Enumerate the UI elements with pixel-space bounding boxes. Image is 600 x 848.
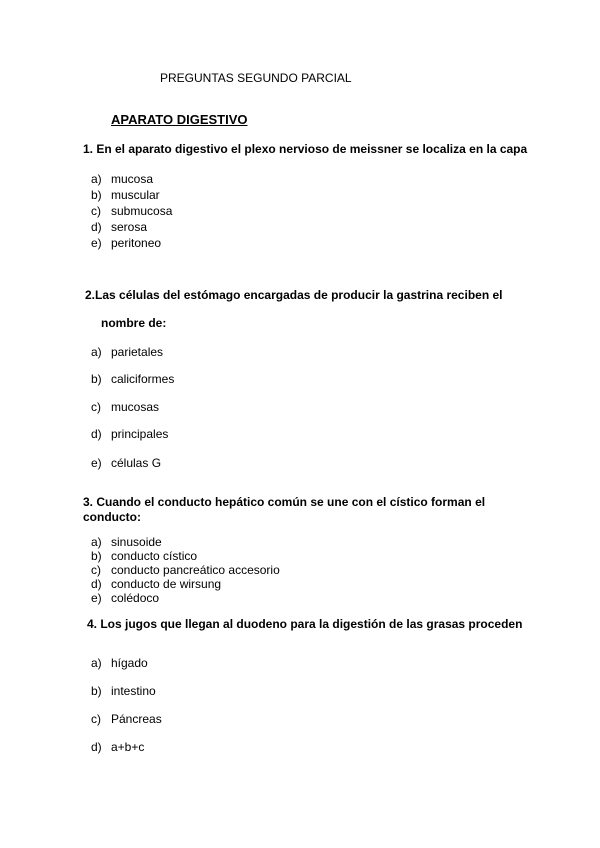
q4-option-b xyxy=(91,684,156,698)
option-letter: d) xyxy=(91,427,102,441)
option-text: sinusoide xyxy=(111,535,162,549)
q4-option-c xyxy=(91,712,162,726)
option-letter: e) xyxy=(91,236,102,250)
q2-option-c xyxy=(91,400,159,414)
q4-option-d xyxy=(91,740,144,754)
option-letter: a) xyxy=(91,172,102,186)
q2-option-a xyxy=(91,345,163,359)
option-letter: e) xyxy=(91,456,102,470)
q2-option-b xyxy=(91,372,174,386)
option-text: intestino xyxy=(111,684,156,698)
question-4: 4. Los jugos que llegan al duodeno para la digestión de las grasas proceden xyxy=(87,617,523,631)
q4-option-a xyxy=(91,656,148,670)
option-text: caliciformes xyxy=(111,372,175,386)
option-text: submucosa xyxy=(111,204,173,218)
option-letter: d) xyxy=(91,577,102,591)
option-text: peritoneo xyxy=(111,236,162,250)
q3-option-e xyxy=(91,591,159,605)
option-text: principales xyxy=(111,427,169,441)
question-2-continuation: nombre de: xyxy=(101,316,167,330)
option-text: a+b+c xyxy=(111,740,145,754)
option-text: mucosa xyxy=(111,172,154,186)
option-letter: a) xyxy=(91,656,102,670)
option-text: hígado xyxy=(111,656,148,670)
option-letter: b) xyxy=(91,684,102,698)
section-heading: APARATO DIGESTIVO xyxy=(111,112,248,127)
option-letter: b) xyxy=(91,549,102,563)
q1-option-b xyxy=(91,188,160,202)
option-text: serosa xyxy=(111,220,148,234)
q1-option-e xyxy=(91,236,161,250)
question-3-continuation: conducto: xyxy=(83,510,141,524)
option-text: colédoco xyxy=(111,591,160,605)
option-text: parietales xyxy=(111,345,164,359)
option-text: conducto pancreático accesorio xyxy=(111,563,280,577)
question-1: 1. En el aparato digestivo el plexo nervioso de meissner se localiza en la capa xyxy=(83,142,528,156)
q1-option-d xyxy=(91,220,147,234)
question-3: 3. Cuando el conducto hepático común se une con el cístico forman el xyxy=(83,495,486,509)
option-text: células G xyxy=(111,456,162,470)
option-letter: c) xyxy=(91,400,101,414)
option-text: conducto de wirsung xyxy=(111,577,222,591)
option-letter: e) xyxy=(91,591,102,605)
q1-option-c xyxy=(91,204,172,218)
question-2: 2.Las células del estómago encargadas de producir la gastrina reciben el xyxy=(85,288,503,302)
option-letter: c) xyxy=(91,563,101,577)
q2-option-d xyxy=(91,427,168,441)
option-letter: d) xyxy=(91,740,102,754)
option-text: conducto cístico xyxy=(111,549,198,563)
option-letter: b) xyxy=(91,372,102,386)
option-letter: c) xyxy=(91,712,101,726)
option-letter: c) xyxy=(91,204,101,218)
q3-option-b xyxy=(91,549,197,563)
option-text: Páncreas xyxy=(111,712,162,726)
q3-option-c xyxy=(91,563,280,577)
document-title: PREGUNTAS SEGUNDO PARCIAL xyxy=(160,71,352,85)
option-letter: a) xyxy=(91,535,102,549)
option-letter: d) xyxy=(91,220,102,234)
q2-option-e xyxy=(91,456,161,470)
option-letter: a) xyxy=(91,345,102,359)
q3-option-d xyxy=(91,577,221,591)
option-text: mucosas xyxy=(111,400,160,414)
q3-option-a xyxy=(91,535,162,549)
option-letter: b) xyxy=(91,188,102,202)
option-text: muscular xyxy=(111,188,160,202)
q1-option-a xyxy=(91,172,153,186)
